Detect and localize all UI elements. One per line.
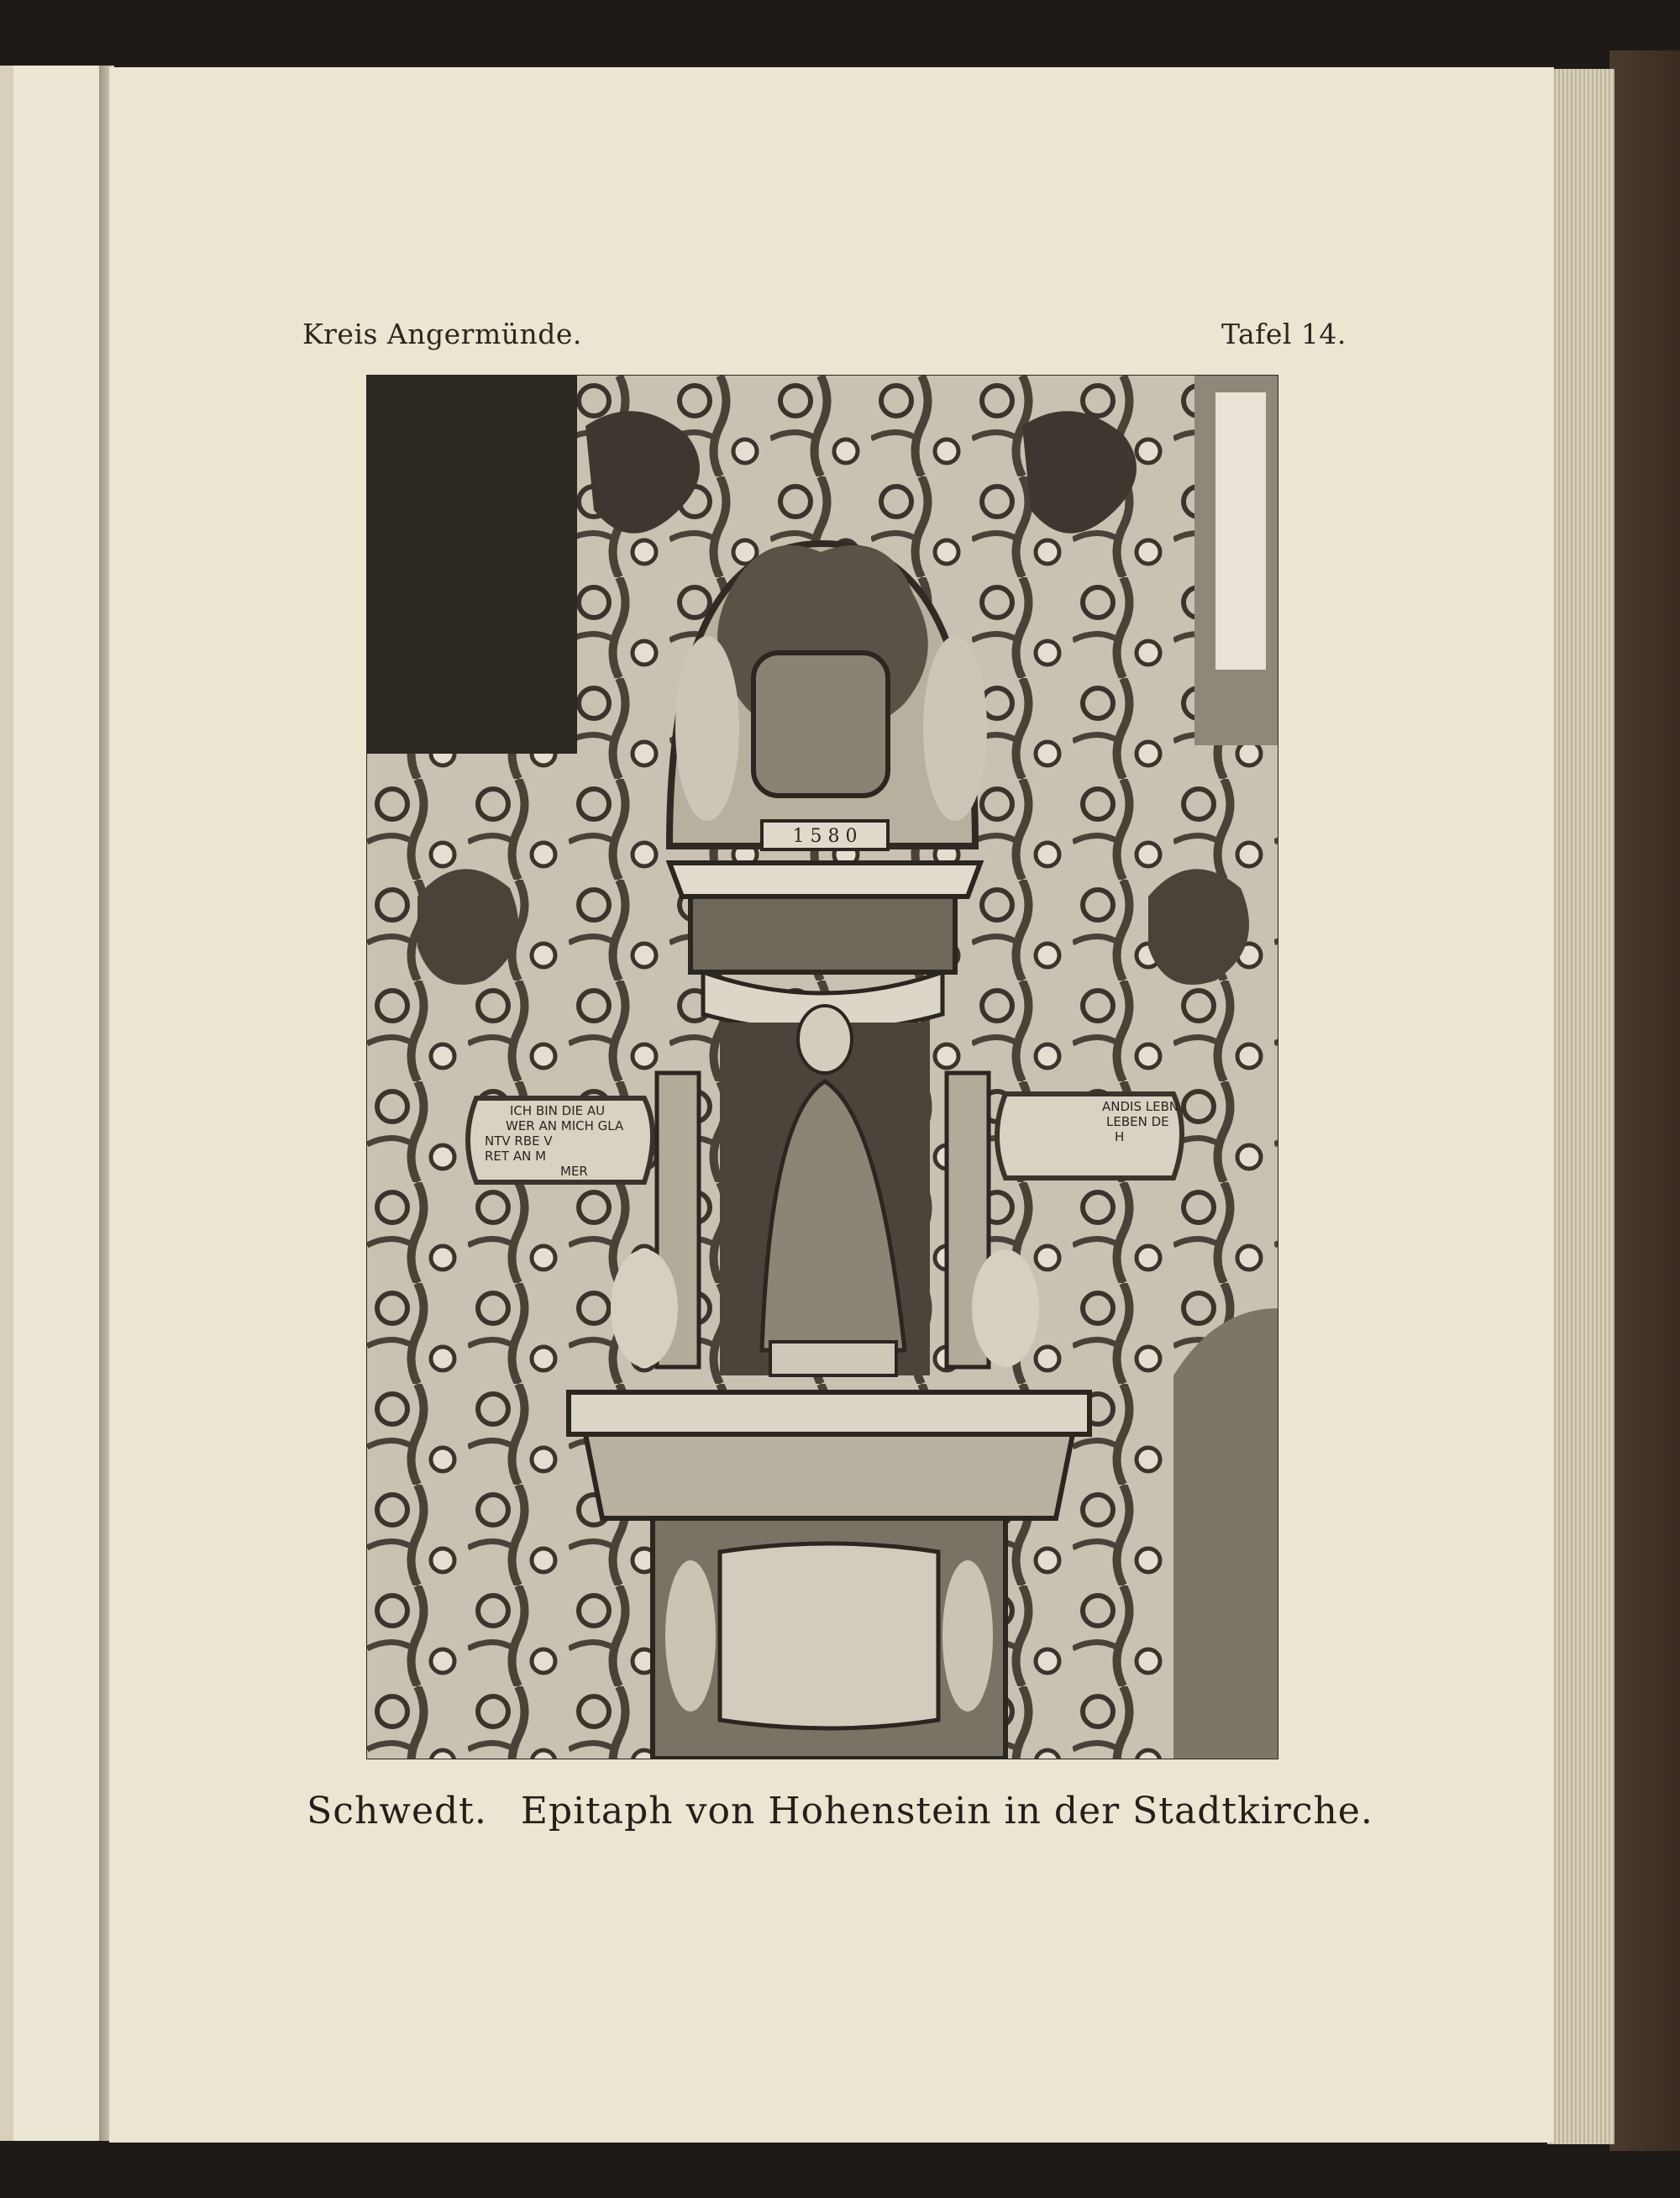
running-head-left: Kreis Angermünde.: [302, 318, 582, 350]
base-ledge: [569, 1392, 1089, 1434]
running-head-right: Tafel 14.: [1221, 318, 1347, 350]
photo-plate-epitaph: [367, 376, 1278, 1759]
figure-upper-left: [675, 636, 739, 821]
date-band-text: 1 5 8 0: [792, 826, 858, 847]
lower-figure-right: [942, 1560, 993, 1712]
dark-window-niche: [367, 376, 577, 754]
inscription-right-line-3: H: [1115, 1129, 1125, 1144]
frieze: [690, 897, 955, 972]
inscription-left-line-3: NTV RBE V: [485, 1133, 553, 1149]
caption-place: Schwedt.: [307, 1790, 487, 1833]
lower-figure-left: [665, 1560, 716, 1712]
caption-title: Epitaph von Hohenstein in der Stadtkirche.: [520, 1790, 1373, 1833]
inscription-right-line-1: ANDIS LEBN: [1102, 1099, 1179, 1114]
inscription-left-line-4: RET AN M: [485, 1149, 547, 1164]
figure-upper-right: [923, 636, 987, 821]
inscription-right-line-2: LEBEN DE: [1106, 1114, 1169, 1129]
kneeling-figure-head: [798, 1006, 852, 1073]
page-stack-edge: [1547, 69, 1614, 2144]
plate-caption: [0, 1790, 1680, 1833]
epitaph-photograph: [367, 376, 1278, 1759]
doorway-arch: [1173, 1308, 1278, 1759]
putto-right: [972, 1249, 1039, 1367]
inscription-left-line-2: WER AN MICH GLA: [506, 1118, 624, 1133]
book-cover-right: [1609, 50, 1680, 2151]
coat-of-arms-shield: [753, 653, 888, 796]
putto-left: [611, 1249, 678, 1367]
inscription-left-line-1: ICH BIN DIE AU: [510, 1103, 606, 1118]
inscription-left-line-5: MER: [560, 1164, 588, 1179]
